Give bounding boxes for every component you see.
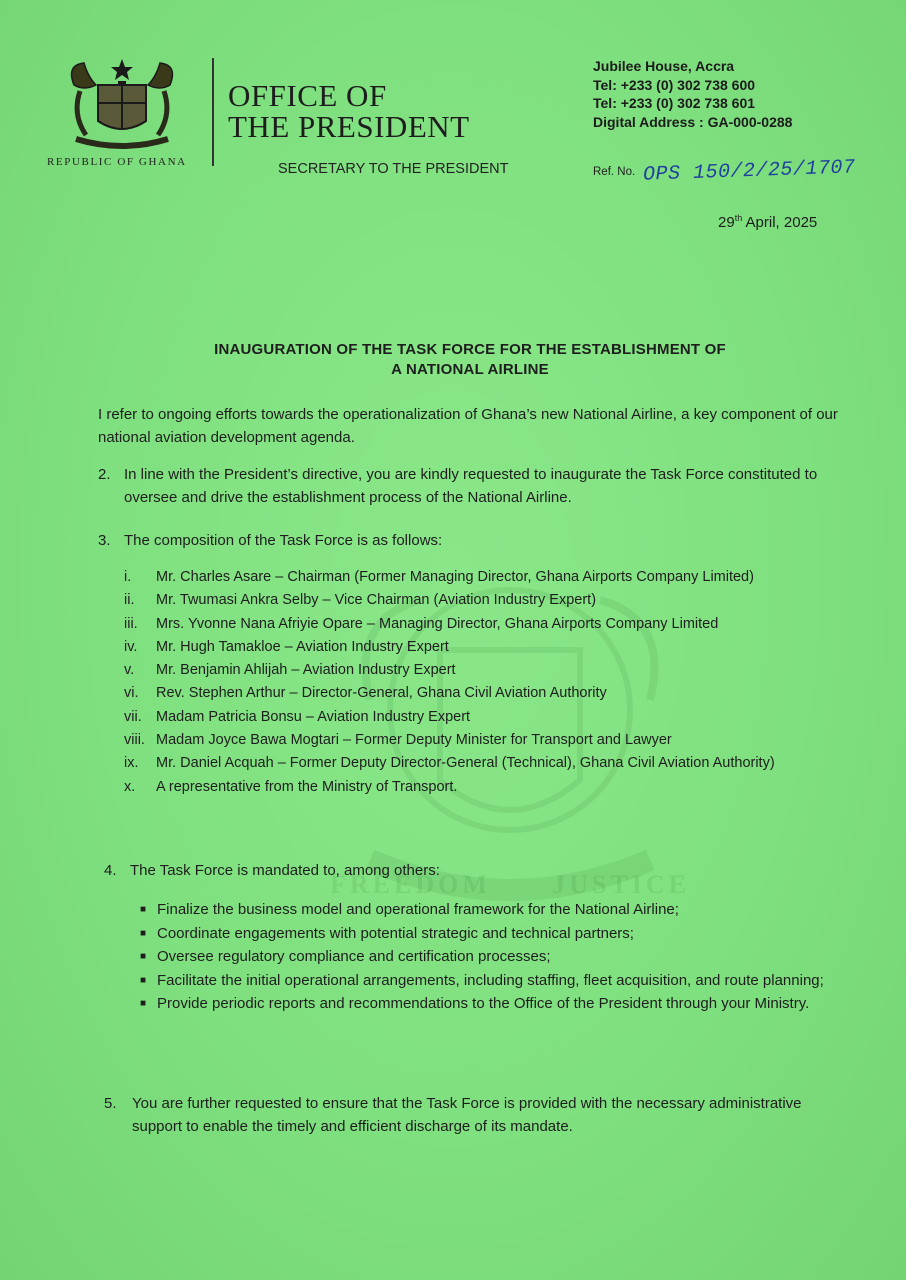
- ghana-coat-of-arms-icon: [62, 55, 182, 155]
- contact-block: [593, 57, 792, 131]
- item-text: Mr. Benjamin Ahlijah – Aviation Industry Expert: [156, 662, 456, 679]
- item-text: Mr. Charles Asare – Chairman (Former Managing Director, Ghana Airports Company Limited): [156, 569, 754, 585]
- item-text: Madam Joyce Bawa Mogtari – Former Deputy Minister for Transport and Lawyer: [156, 732, 672, 749]
- bullet-icon: ■: [140, 974, 147, 986]
- item-text: Mr. Twumasi Ankra Selby – Vice Chairman (Aviation Industry Expert): [156, 592, 597, 609]
- bullet-icon: ■: [140, 904, 147, 915]
- item-number: vii.: [124, 708, 142, 725]
- paragraph-text: In line with the President’s directive, you are kindly requested to inaugurate the Task Force constituted to oversee and drive the establishment process of the National Airline.: [124, 466, 818, 506]
- watermark-justice: JUSTICE: [552, 870, 690, 899]
- item-text: Provide periodic reports and recommendations to the Office of the President through your Ministry.: [157, 995, 810, 1012]
- item-number: iv.: [124, 638, 138, 655]
- item-text: A representative from the Ministry of Transport.: [156, 778, 458, 795]
- secretary-label: SECRETARY TO THE PRESIDENT: [278, 161, 509, 177]
- date-suffix: th: [734, 213, 743, 223]
- office-title: [228, 80, 470, 142]
- list-item: [124, 659, 854, 682]
- list-item: [124, 776, 854, 799]
- item-text: Mr. Hugh Tamakloe – Aviation Industry Expert: [156, 638, 449, 655]
- telephone-2: Tel: +233 (0) 302 738 601: [593, 95, 756, 111]
- item-text: Mr. Daniel Acquah – Former Deputy Director-General (Technical), Ghana Civil Aviation Authority): [156, 755, 775, 772]
- date-day: 29: [718, 214, 735, 231]
- list-item: [124, 752, 854, 775]
- item-number: x.: [124, 778, 136, 795]
- list-item: [124, 729, 854, 752]
- item-text: Rev. Stephen Arthur – Director-General, Ghana Civil Aviation Authority: [156, 685, 607, 702]
- watermark-freedom: FREEDOM: [330, 870, 491, 899]
- date-rest: April, 2025: [742, 214, 818, 231]
- list-item: [140, 898, 852, 922]
- bullet-icon: ■: [140, 927, 147, 939]
- subject-line1: INAUGURATION OF THE TASK FORCE FOR THE ESTABLISHMENT OF: [214, 341, 726, 358]
- republic-of-ghana-label: REPUBLIC OF GHANA: [47, 156, 187, 168]
- item-number: v.: [124, 662, 135, 679]
- paragraph-text: The Task Force is mandated to, among others:: [130, 862, 440, 879]
- mandates-list: [140, 898, 852, 1016]
- paragraph-text: You are further requested to ensure that the Task Force is provided with the necessary administrative support to enable the timely and efficient discharge of its mandate.: [132, 1095, 802, 1135]
- header-divider: [212, 58, 214, 166]
- item-number: i.: [124, 569, 132, 585]
- list-item: [124, 566, 854, 589]
- bullet-icon: ■: [140, 951, 147, 962]
- item-number: viii.: [124, 732, 145, 749]
- office-title-line2: THE PRESIDENT: [228, 109, 470, 144]
- office-title-line1: OFFICE OF: [228, 78, 387, 113]
- list-item: [140, 992, 852, 1016]
- paragraph-5: [104, 1092, 804, 1138]
- reference-label: Ref. No.: [593, 165, 636, 178]
- item-number: iii.: [124, 615, 138, 632]
- bullet-icon: ■: [140, 998, 147, 1009]
- paragraph-number: 4.: [104, 862, 117, 879]
- paragraph-number: 2.: [98, 466, 111, 483]
- item-text: Mrs. Yvonne Nana Afriyie Opare – Managing Director, Ghana Airports Company Limited: [156, 615, 719, 632]
- paragraph-3: [98, 529, 838, 552]
- paragraph-2: [98, 463, 838, 509]
- list-item: [124, 589, 854, 612]
- list-item: [124, 636, 854, 659]
- telephone-1: Tel: +233 (0) 302 738 600: [593, 76, 756, 93]
- item-text: Madam Patricia Bonsu – Aviation Industry Expert: [156, 708, 471, 725]
- reference-number: [593, 156, 857, 187]
- list-item: [140, 969, 852, 993]
- digital-address: Digital Address : GA-000-0288: [593, 113, 793, 130]
- letter-date: [718, 213, 817, 231]
- item-text: Finalize the business model and operational framework for the National Airline;: [157, 901, 679, 918]
- paragraph-number: 3.: [98, 532, 111, 549]
- item-number: vi.: [124, 685, 139, 702]
- paragraph-1: I refer to ongoing efforts towards the operationalization of Ghana’s new National Airline, a key component of our national aviation development agenda.: [98, 406, 838, 446]
- paragraph-number: 5.: [104, 1095, 117, 1112]
- paragraph-4: [104, 859, 844, 882]
- reference-value-handwritten: OPS 150/2/25/1707: [642, 156, 857, 187]
- list-item: [124, 613, 854, 636]
- list-item: [124, 682, 854, 705]
- paragraph-text: The composition of the Task Force is as follows:: [124, 532, 443, 549]
- item-number: ii.: [124, 592, 135, 609]
- address-line: Jubilee House, Accra: [593, 58, 735, 74]
- item-text: Oversee regulatory compliance and certification processes;: [157, 948, 551, 965]
- list-item: [140, 945, 852, 969]
- letter-subject: [120, 340, 820, 380]
- subject-line2: A NATIONAL AIRLINE: [391, 361, 549, 378]
- list-item: [124, 706, 854, 729]
- list-item: [140, 922, 852, 946]
- item-text: Coordinate engagements with potential strategic and technical partners;: [157, 924, 634, 942]
- item-number: ix.: [124, 755, 139, 772]
- task-force-members-list: [124, 566, 854, 799]
- item-text: Facilitate the initial operational arrangements, including staffing, fleet acquisition, and route planning;: [157, 971, 824, 989]
